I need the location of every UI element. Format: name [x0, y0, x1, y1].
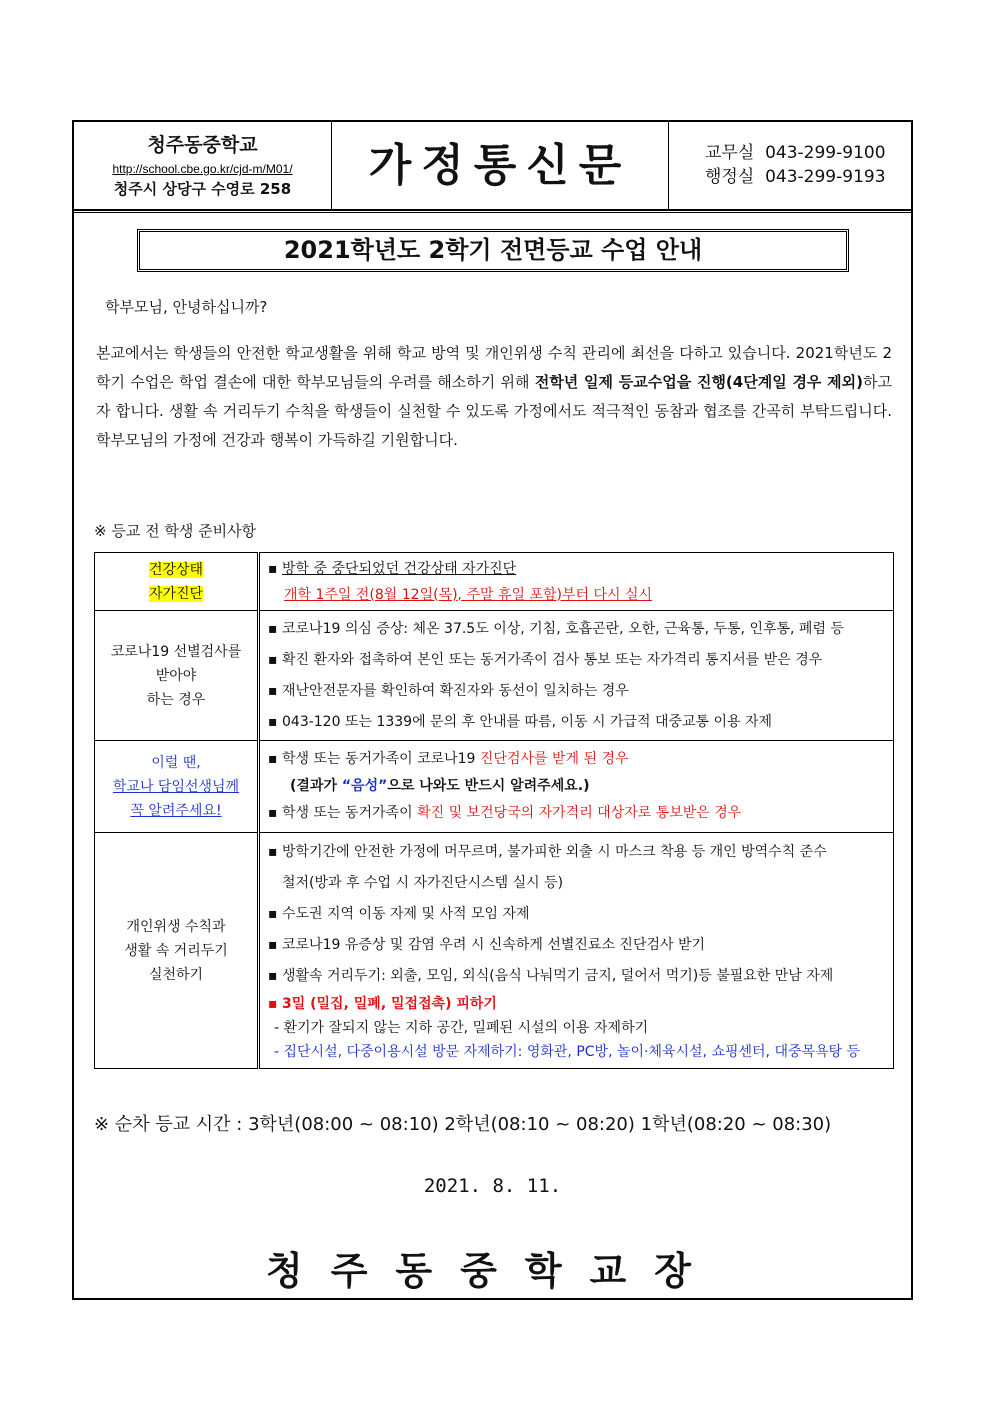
list-item: ▪ 043-120 또는 1339에 문의 후 안내를 따름, 이동 시 가급적 대중교통 이용 자제 [268, 707, 893, 738]
list-item: 철저(방과 후 수업 시 자가진단시스템 실시 등) [282, 875, 564, 891]
notice-title: 2021학년도 2학기 전면등교 수업 안내 [137, 229, 849, 272]
row-label: 코로나19 선별검사를 받아야 하는 경우 [95, 611, 259, 741]
list-item: ▪ 방학 중 중단되었던 건강상태 자가진단 [268, 556, 893, 582]
issue-date: 2021. 8. 11. [423, 1175, 562, 1197]
phone-number: 043-299-9100 [765, 143, 886, 163]
label-line: 건강상태 [148, 561, 204, 578]
document-frame [72, 120, 913, 1300]
row-label: 개인위생 수칙과 생활 속 거리두기 실천하기 [95, 833, 259, 1069]
paper-title-cell [332, 122, 669, 209]
principal-signature: 청주동중학교장 [266, 1249, 719, 1293]
list-item: ▪ 코로나19 유증상 및 감염 우려 시 신속하게 선별진료소 진단검사 받기 [268, 930, 893, 961]
row-label: 이럴 땐, 학교나 담임선생님께 꼭 알려주세요! [95, 741, 259, 833]
contact-cell [669, 122, 911, 209]
school-info [74, 122, 332, 209]
body-text-2: 하고자 합니다. 생활 속 거리두기 수칙을 학생들이 실천할 수 있도록 가정에서도 적극적인 동참과 협조를 간곡히 부탁드립니다. 학부모님의 가정에 건강과 행복이 가득하길 기원합니다. [96, 373, 892, 449]
phone-number: 043-299-9193 [765, 167, 886, 187]
staggered-arrival-times: ※ 순차 등교 시간 : 3학년(08:00 ~ 08:10) 2학년(08:10 ~ 08:20) 1학년(08:20 ~ 08:30) [94, 1114, 832, 1135]
list-item: (결과가 “음성”으로 나와도 반드시 알려주세요.) [290, 778, 590, 794]
list-item: ▪ 재난안전문자를 확인하여 확진자와 동선이 일치하는 경우 [268, 676, 893, 707]
list-item: ▪ 3밀 (밀집, 밀폐, 밀접접촉) 피하기 [268, 992, 893, 1016]
list-item: ▪ 확진 환자와 접촉하여 본인 또는 동거가족이 검사 통보 또는 자가격리 통지서를 받은 경우 [268, 645, 893, 676]
row-content [259, 611, 894, 741]
phone-label: 행정실 [705, 167, 755, 187]
row-content [259, 833, 894, 1069]
paper-title: 가정통신문 [368, 140, 632, 191]
phone-line-admin [705, 165, 911, 189]
label-line: 자가진단 [148, 585, 204, 602]
table-row-notify-school [95, 741, 894, 833]
body-text-1: 본교에서는 학생들의 안전한 학교생활을 위해 학교 방역 및 개인위생 수칙 관리에 최선을 다하고 있습니다. 2021학년도 2학기 수업은 학업 결손에 대한 학부모님들의 우려를 해소하기 위해 [96, 344, 892, 391]
table-row-health-check [95, 553, 894, 611]
list-item: ▪ 방학기간에 안전한 가정에 머무르며, 불가피한 외출 시 마스크 착용 등 개인 방역수칙 준수 [268, 837, 893, 868]
list-item: ▪ 수도권 지역 이동 자제 및 사적 모임 자제 [268, 899, 893, 930]
table-row-hygiene-rules [95, 833, 894, 1069]
header [74, 122, 911, 211]
list-item: ▪ 학생 또는 동거가족이 확진 및 보건당국의 자가격리 대상자로 통보받은 경우 [268, 800, 893, 827]
row-label [95, 553, 259, 611]
school-address: 청주시 상당구 수영로 258 [113, 180, 292, 198]
list-item: - 집단시설, 다중이용시설 방문 자제하기: 영화관, PC방, 놀이·체육시설, 쇼핑센터, 대중목욕탕 등 [274, 1044, 861, 1060]
row-content [259, 741, 894, 833]
list-item: ▪ 코로나19 의심 증상: 체온 37.5도 이상, 기침, 호흡곤란, 오한, 근육통, 두통, 인후통, 폐렴 등 [268, 614, 893, 645]
list-item: ▪ 생활속 거리두기: 외출, 모임, 외식(음식 나눠먹기 금지, 덜어서 먹기)등 불필요한 만남 자제 [268, 961, 893, 992]
list-item: 개학 1주일 전(8월 12일(목), 주말 휴일 포함)부터 다시 실시 [284, 586, 653, 603]
body-paragraph [96, 339, 892, 455]
body-text-bold: 전학년 일제 등교수업을 진행(4단계일 경우 제외) [534, 373, 863, 391]
section-heading: ※ 등교 전 학생 준비사항 [94, 522, 257, 540]
greeting: 학부모님, 안녕하십니까? [105, 298, 268, 316]
list-item: ▪ 학생 또는 동거가족이 코로나19 진단검사를 받게 된 경우 [268, 746, 893, 773]
school-url-link[interactable]: http://school.cbe.go.kr/cjd-m/M01/ [112, 162, 293, 176]
table-row-screening-cases [95, 611, 894, 741]
phone-label: 교무실 [705, 143, 755, 163]
row-content [259, 553, 894, 611]
school-name: 청주동중학교 [147, 134, 258, 156]
phone-line-office [705, 141, 911, 165]
list-item: - 환기가 잘되지 않는 지하 공간, 밀폐된 시설의 이용 자제하기 [274, 1020, 649, 1036]
header-divider [74, 209, 911, 213]
preparation-table [94, 552, 894, 1069]
